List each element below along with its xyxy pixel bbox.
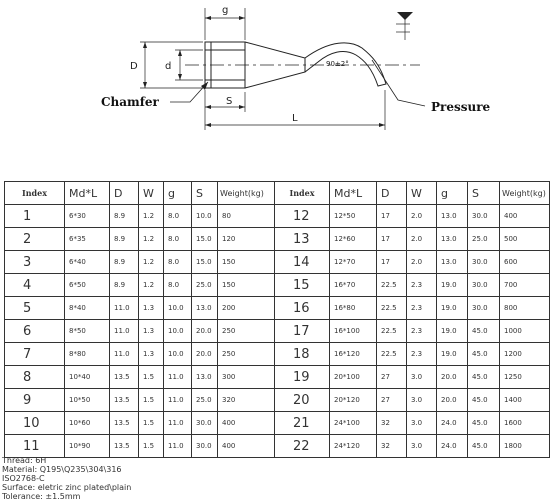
table-cell: 22.5 bbox=[377, 274, 407, 297]
spec-table bbox=[4, 181, 550, 458]
table-cell: 19.0 bbox=[437, 297, 468, 320]
table-cell: 30.0 bbox=[468, 297, 500, 320]
table-cell: 32 bbox=[377, 435, 407, 458]
index-cell: 1 bbox=[5, 205, 65, 228]
table-row bbox=[5, 320, 550, 343]
table-cell: 10.0 bbox=[164, 320, 192, 343]
table-cell: 11.0 bbox=[164, 412, 192, 435]
table-cell: 200 bbox=[218, 297, 275, 320]
table-cell: 1.3 bbox=[139, 297, 164, 320]
column-header: Md*L bbox=[65, 182, 110, 205]
column-header: D bbox=[377, 182, 407, 205]
table-cell: 2.3 bbox=[407, 274, 437, 297]
note-surface: Surface: eletric zinc plated\plain bbox=[2, 483, 132, 492]
table-cell: 15.0 bbox=[192, 228, 218, 251]
index-cell: 8 bbox=[5, 366, 65, 389]
dim-label-S: S bbox=[226, 96, 233, 107]
table-header-row bbox=[5, 182, 550, 205]
table-row bbox=[5, 366, 550, 389]
table-cell: 3.0 bbox=[407, 366, 437, 389]
table-cell: 1250 bbox=[500, 366, 550, 389]
table-cell: 1.2 bbox=[139, 205, 164, 228]
column-header: S bbox=[468, 182, 500, 205]
table-cell: 250 bbox=[218, 320, 275, 343]
chamfer-label: Chamfer bbox=[101, 95, 159, 109]
table-cell: 13.0 bbox=[437, 205, 468, 228]
column-header: Index bbox=[5, 182, 65, 205]
table-cell: 150 bbox=[218, 274, 275, 297]
note-thread: Thread: 6H bbox=[2, 456, 47, 465]
index-cell: 2 bbox=[5, 228, 65, 251]
table-cell: 11.0 bbox=[164, 366, 192, 389]
table-cell: 11.0 bbox=[164, 435, 192, 458]
note-tolerance: Tolerance: ±1.5mm bbox=[2, 492, 81, 501]
table-cell: 10*60 bbox=[65, 412, 110, 435]
table-cell: 20.0 bbox=[437, 389, 468, 412]
table-cell: 13.0 bbox=[192, 366, 218, 389]
table-row bbox=[5, 251, 550, 274]
table-cell: 8.9 bbox=[110, 274, 139, 297]
table-cell: 8*40 bbox=[65, 297, 110, 320]
table-cell: 19.0 bbox=[437, 274, 468, 297]
table-cell: 1400 bbox=[500, 389, 550, 412]
table-row bbox=[5, 389, 550, 412]
table-cell: 1800 bbox=[500, 435, 550, 458]
table-cell: 320 bbox=[218, 389, 275, 412]
table-cell: 1.5 bbox=[139, 389, 164, 412]
table-cell: 15.0 bbox=[192, 251, 218, 274]
table-cell: 8.9 bbox=[110, 251, 139, 274]
index-cell: 22 bbox=[275, 435, 330, 458]
dim-label-L: L bbox=[292, 113, 298, 124]
table-cell: 1.2 bbox=[139, 251, 164, 274]
column-header: W bbox=[407, 182, 437, 205]
pressure-label: Pressure bbox=[431, 100, 491, 114]
index-cell: 19 bbox=[275, 366, 330, 389]
table-cell: 1.5 bbox=[139, 366, 164, 389]
index-cell: 14 bbox=[275, 251, 330, 274]
table-cell: 24*120 bbox=[330, 435, 377, 458]
table-cell: 500 bbox=[500, 228, 550, 251]
note-standard: ISO2768-C bbox=[2, 474, 45, 483]
table-cell: 30.0 bbox=[192, 435, 218, 458]
table-cell: 10.0 bbox=[164, 343, 192, 366]
table-cell: 80 bbox=[218, 205, 275, 228]
table-cell: 13.5 bbox=[110, 412, 139, 435]
table-row bbox=[5, 274, 550, 297]
table-cell: 22.5 bbox=[377, 343, 407, 366]
table-cell: 3.0 bbox=[407, 389, 437, 412]
table-cell: 16*100 bbox=[330, 320, 377, 343]
table-cell: 600 bbox=[500, 251, 550, 274]
table-cell: 30.0 bbox=[468, 205, 500, 228]
table-cell: 24*100 bbox=[330, 412, 377, 435]
table-cell: 45.0 bbox=[468, 320, 500, 343]
table-row bbox=[5, 228, 550, 251]
table-cell: 11.0 bbox=[110, 297, 139, 320]
index-cell: 13 bbox=[275, 228, 330, 251]
table-cell: 700 bbox=[500, 274, 550, 297]
table-cell: 16*120 bbox=[330, 343, 377, 366]
index-cell: 3 bbox=[5, 251, 65, 274]
table-cell: 120 bbox=[218, 228, 275, 251]
table-cell: 400 bbox=[218, 435, 275, 458]
table-cell: 30.0 bbox=[468, 251, 500, 274]
column-header: Md*L bbox=[330, 182, 377, 205]
table-cell: 400 bbox=[500, 205, 550, 228]
table-cell: 13.0 bbox=[192, 297, 218, 320]
table-body bbox=[5, 205, 550, 458]
table-cell: 300 bbox=[218, 366, 275, 389]
table-cell: 16*80 bbox=[330, 297, 377, 320]
table-cell: 8.9 bbox=[110, 205, 139, 228]
column-header: D bbox=[110, 182, 139, 205]
index-cell: 4 bbox=[5, 274, 65, 297]
dim-label-d: d bbox=[165, 61, 172, 72]
table-cell: 1.2 bbox=[139, 228, 164, 251]
index-cell: 7 bbox=[5, 343, 65, 366]
table-cell: 22.5 bbox=[377, 297, 407, 320]
table-cell: 22.5 bbox=[377, 320, 407, 343]
table-cell: 1.2 bbox=[139, 274, 164, 297]
table-cell: 19.0 bbox=[437, 320, 468, 343]
table-cell: 13.5 bbox=[110, 435, 139, 458]
table-cell: 11.0 bbox=[110, 320, 139, 343]
table-cell: 2.0 bbox=[407, 251, 437, 274]
table-cell: 19.0 bbox=[437, 343, 468, 366]
table-row bbox=[5, 205, 550, 228]
table-cell: 13.5 bbox=[110, 389, 139, 412]
table-cell: 6*35 bbox=[65, 228, 110, 251]
table-cell: 2.3 bbox=[407, 320, 437, 343]
table-cell: 27 bbox=[377, 389, 407, 412]
column-header: Weight(kg) bbox=[500, 182, 550, 205]
table-cell: 17 bbox=[377, 228, 407, 251]
table-cell: 400 bbox=[218, 412, 275, 435]
table-cell: 10*90 bbox=[65, 435, 110, 458]
table-cell: 8.0 bbox=[164, 228, 192, 251]
table-cell: 800 bbox=[500, 297, 550, 320]
table-cell: 8.0 bbox=[164, 205, 192, 228]
index-cell: 6 bbox=[5, 320, 65, 343]
index-cell: 9 bbox=[5, 389, 65, 412]
table-cell: 27 bbox=[377, 366, 407, 389]
index-cell: 10 bbox=[5, 412, 65, 435]
table-cell: 45.0 bbox=[468, 412, 500, 435]
table-cell: 20.0 bbox=[192, 320, 218, 343]
table-cell: 8.0 bbox=[164, 274, 192, 297]
table-cell: 20.0 bbox=[192, 343, 218, 366]
table-cell: 1.5 bbox=[139, 412, 164, 435]
table-cell: 20*100 bbox=[330, 366, 377, 389]
dim-label-g: g bbox=[222, 5, 229, 16]
index-cell: 20 bbox=[275, 389, 330, 412]
table-cell: 13.0 bbox=[437, 251, 468, 274]
table-cell: 20.0 bbox=[437, 366, 468, 389]
index-cell: 21 bbox=[275, 412, 330, 435]
note-material: Material: Q195\Q235\304\316 bbox=[2, 465, 122, 474]
column-header: Index bbox=[275, 182, 330, 205]
column-header: S bbox=[192, 182, 218, 205]
table-cell: 17 bbox=[377, 251, 407, 274]
column-header: W bbox=[139, 182, 164, 205]
table-cell: 45.0 bbox=[468, 435, 500, 458]
index-cell: 11 bbox=[5, 435, 65, 458]
table-cell: 12*60 bbox=[330, 228, 377, 251]
table-cell: 2.0 bbox=[407, 228, 437, 251]
table-cell: 45.0 bbox=[468, 389, 500, 412]
table-cell: 30.0 bbox=[192, 412, 218, 435]
table-row bbox=[5, 297, 550, 320]
table-cell: 24.0 bbox=[437, 412, 468, 435]
index-cell: 16 bbox=[275, 297, 330, 320]
table-cell: 250 bbox=[218, 343, 275, 366]
table-cell: 30.0 bbox=[468, 274, 500, 297]
table-cell: 1600 bbox=[500, 412, 550, 435]
table-cell: 11.0 bbox=[110, 343, 139, 366]
table-cell: 2.3 bbox=[407, 297, 437, 320]
table-cell: 32 bbox=[377, 412, 407, 435]
index-cell: 12 bbox=[275, 205, 330, 228]
table-cell: 1000 bbox=[500, 320, 550, 343]
table-cell: 20*120 bbox=[330, 389, 377, 412]
table-row bbox=[5, 435, 550, 458]
table-cell: 11.0 bbox=[164, 389, 192, 412]
table-cell: 12*70 bbox=[330, 251, 377, 274]
table-cell: 10*50 bbox=[65, 389, 110, 412]
table-cell: 13.0 bbox=[437, 228, 468, 251]
angle-label: 90±2° bbox=[326, 60, 349, 68]
table-cell: 13.5 bbox=[110, 366, 139, 389]
table-cell: 10*40 bbox=[65, 366, 110, 389]
table-cell: 8*50 bbox=[65, 320, 110, 343]
column-header: g bbox=[164, 182, 192, 205]
table-cell: 2.3 bbox=[407, 343, 437, 366]
table-cell: 16*70 bbox=[330, 274, 377, 297]
table-cell: 1200 bbox=[500, 343, 550, 366]
table-cell: 10.0 bbox=[192, 205, 218, 228]
table-cell: 6*40 bbox=[65, 251, 110, 274]
table-cell: 12*50 bbox=[330, 205, 377, 228]
index-cell: 15 bbox=[275, 274, 330, 297]
anchor-technical-drawing bbox=[0, 0, 554, 170]
column-header: Weight(kg) bbox=[218, 182, 275, 205]
table-cell: 8.9 bbox=[110, 228, 139, 251]
index-cell: 5 bbox=[5, 297, 65, 320]
index-cell: 17 bbox=[275, 320, 330, 343]
table-cell: 6*30 bbox=[65, 205, 110, 228]
dim-label-D: D bbox=[130, 61, 138, 72]
table-cell: 8*80 bbox=[65, 343, 110, 366]
spec-notes bbox=[2, 456, 131, 501]
table-cell: 17 bbox=[377, 205, 407, 228]
table-cell: 25.0 bbox=[192, 274, 218, 297]
table-cell: 24.0 bbox=[437, 435, 468, 458]
table-cell: 25.0 bbox=[468, 228, 500, 251]
table-cell: 1.3 bbox=[139, 343, 164, 366]
table-row bbox=[5, 343, 550, 366]
table-cell: 45.0 bbox=[468, 366, 500, 389]
table-cell: 3.0 bbox=[407, 435, 437, 458]
table-cell: 10.0 bbox=[164, 297, 192, 320]
table-cell: 2.0 bbox=[407, 205, 437, 228]
table-cell: 1.5 bbox=[139, 435, 164, 458]
index-cell: 18 bbox=[275, 343, 330, 366]
table-cell: 25.0 bbox=[192, 389, 218, 412]
table-cell: 3.0 bbox=[407, 412, 437, 435]
table-cell: 150 bbox=[218, 251, 275, 274]
table-cell: 45.0 bbox=[468, 343, 500, 366]
column-header: g bbox=[437, 182, 468, 205]
table-row bbox=[5, 412, 550, 435]
table-cell: 8.0 bbox=[164, 251, 192, 274]
table-cell: 6*50 bbox=[65, 274, 110, 297]
table-cell: 1.3 bbox=[139, 320, 164, 343]
